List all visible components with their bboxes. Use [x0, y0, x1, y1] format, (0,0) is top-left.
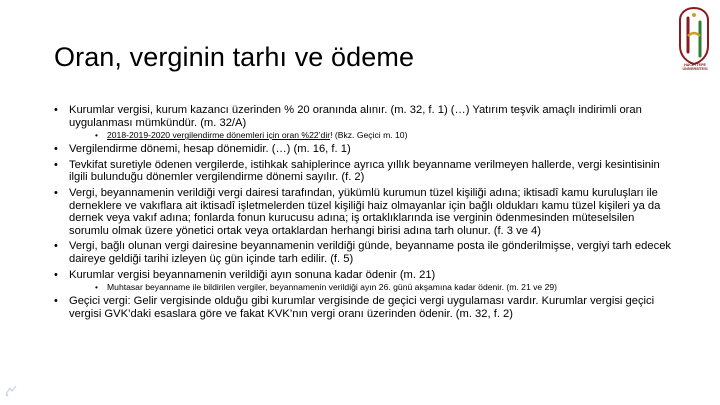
bullet-item [54, 159, 674, 184]
bullet-item [54, 240, 674, 265]
bullet-item [54, 295, 674, 320]
bullet-text: Geçici vergi: Gelir vergisinde olduğu gibi kurumlar vergisinde de geçici vergi uygulaması vardır. Kurumlar vergisi geçici vergisi GVK’daki esaslara göre ve fakat KVK’nın vergi oranı üzerinden ödenir. (m. 32, f. 2) [69, 295, 655, 320]
university-logo [676, 6, 712, 68]
slide-nav-icon[interactable] [4, 384, 18, 398]
bullet-text: Vergi, beyannamenin verildiği vergi dairesi tarafından, yükümlü kurumun tüzel kişiliği adına; iktisadî kamu kuruluşları ile derneklere ve vakıflara ait iktisadî işletmelerden tüzel kişiliği haiz olmayanlar için bağlı oldukları kamu tüzel kişileri ya da dernek veya vakıf adına; fonlarda fonun kurucusu adına; iş ortaklıklarında ise verginin ödenmesinden müteselsilen sorumlu olmak üzere yönetici ortak veya ortaklardan herhangi birisi adına tarh olunur. (f. 3 ve 4) [69, 186, 661, 237]
logo-caption-line2: ÜNİVERSİTESİ [682, 67, 708, 72]
sub-bullet-list [95, 282, 674, 292]
bullet-text: Kurumlar vergisi beyannamenin verildiği ayın sonuna kadar ödenir (m. 21) [69, 268, 436, 281]
bullet-text: Vergi, bağlı olunan vergi dairesine beyannamenin verildiği günde, beyanname posta ile gönderilmişse, vergiyi tarh edecek daireye geldiği tarihi izleyen üç gün içinde tarh edilir. (f. 5) [69, 240, 672, 265]
sub-bullet-item [95, 130, 674, 140]
slide-body [54, 104, 674, 323]
bullet-text: Tevkifat suretiyle ödenen vergilerde, istihkak sahiplerince ayrıca yıllık beyanname verilmeyen hallerde, vergi kesintisinin ilgili bulunduğu dönemler vergilendirme dönemi sayılır. (f. 2) [69, 158, 660, 184]
logo-caption-line1: HACETTEPE [684, 63, 706, 67]
bullet-text: Vergilendirme dönemi, hesap dönemidir. (…) (m. 16, f. 1) [69, 143, 351, 156]
sub-bullet-underlined-text: 2018-2019-2020 vergilendirme dönemleri için oran %22’dir [107, 130, 331, 141]
bullet-text: Kurumlar vergisi, kurum kazancı üzerinden % 20 oranında alınır. (m. 32, f. 1) (…) Yatırım teşvik amaçlı indirimli oran uygulanması mümkündür. (m. 32/A) [69, 104, 642, 129]
bullet-item [54, 269, 674, 293]
bullet-item [54, 187, 674, 237]
sub-bullet-item [95, 282, 674, 292]
slide-title: Oran, verginin tarhı ve ödeme [54, 42, 415, 72]
bullet-item [54, 143, 674, 156]
sub-bullet-list [95, 130, 674, 140]
sub-bullet-text: ! (Bkz. Geçici m. 10) [330, 130, 408, 141]
bullet-list [54, 104, 674, 320]
sub-bullet-text: Muhtasar beyanname ile bildirilen vergiler, beyannamenin verildiği ayın 26. günü akşamına kadar ödenir. (m. 21 ve 29) [107, 282, 557, 293]
logo-caption [672, 63, 718, 72]
bullet-item [54, 104, 674, 140]
